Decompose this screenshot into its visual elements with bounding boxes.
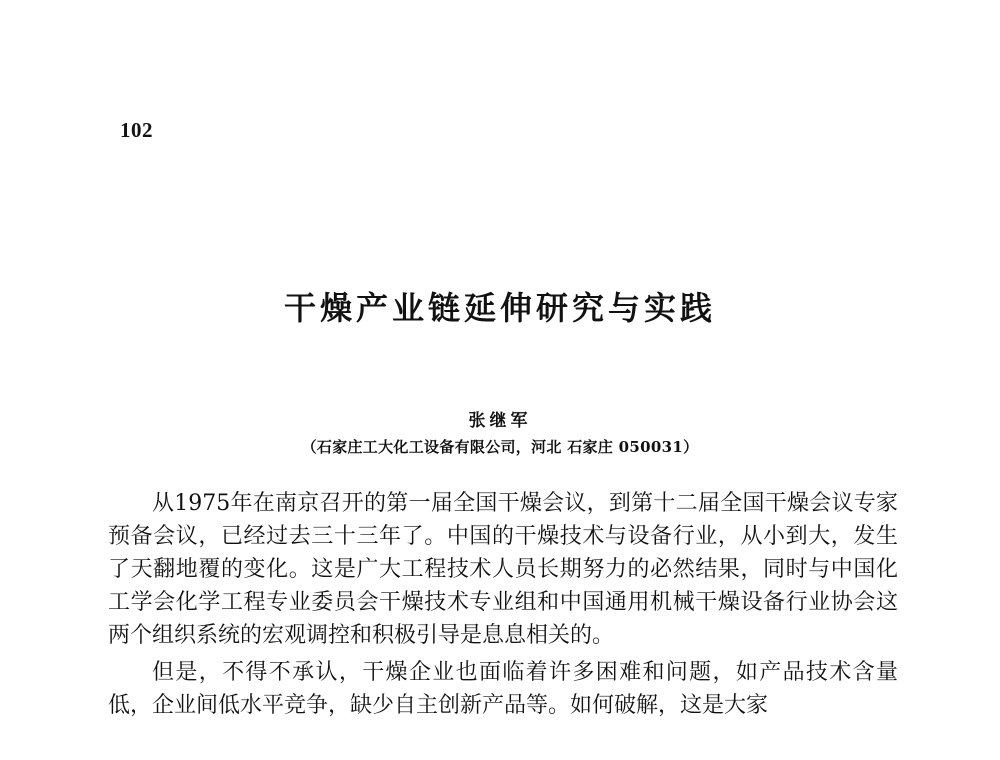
paragraph-1: 从1975年在南京召开的第一届全国干燥会议，到第十二届全国干燥会议专家预备会议，已经过去三十三年了。中国的干燥技术与设备行业，从小到大，发生了天翻地覆的变化。这是广大工程技术人员长期努力的必然结果，同时与中国化工学会化学工程专业委员会干燥技术专业组和中国通用机械干燥设备行业协会这两个组织系统的宏观调控和积极引导是息息相关的。 [108,491,898,648]
author-affiliation: （石家庄工大化工设备有限公司，河北 石家庄 050031） [301,438,699,456]
author-name: 张继军 [468,411,532,431]
page-number: 102 [120,118,153,142]
paragraph-2: 但是，不得不承认，干燥企业也面临着许多困难和问题，如产品技术含量低，企业间低水平竞争，缺少自主创新产品等。如何破解，这是大家 [108,660,898,718]
paper-title: 干燥产业链延伸研究与实践 [283,289,716,327]
body-text [108,487,898,722]
